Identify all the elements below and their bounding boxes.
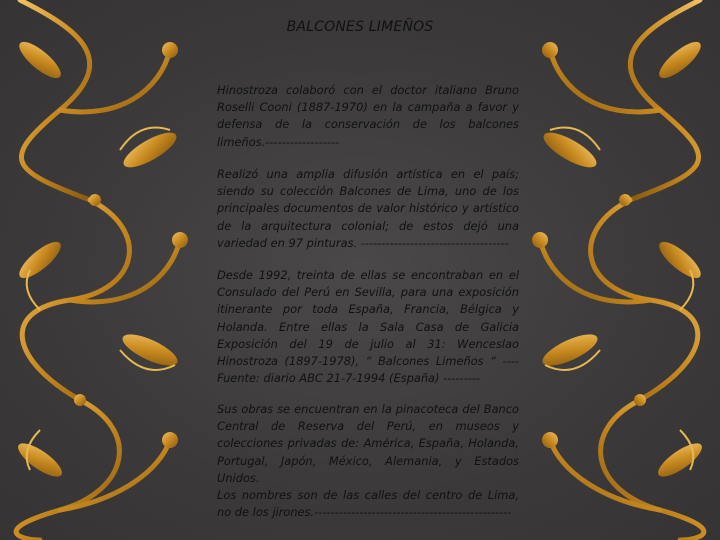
paragraph-conservation [217, 82, 519, 151]
paragraph-text: Sus obras se encuentran en la pinacoteca del Banco Central de Reserva del Perú, en museos y colecciones privadas de: América, España, Holanda, Portugal, Japón, México, Alemania, y Estados Unidos. [217, 402, 519, 485]
paragraph-exhibition [217, 267, 519, 387]
paragraph-collection [217, 166, 519, 252]
paragraph-text: Hinostroza colaboró con el doctor italiano Bruno Roselli Cooni (1887-1970) en la campaña a favor y defensa de la conservación de los balcones limeños.------------------ [217, 83, 519, 149]
slide-title: BALCONES LIMEÑOS [286, 19, 434, 35]
paragraph-collections-and-streets [217, 401, 519, 521]
left-ornament-border [0, 0, 200, 540]
right-ornament-border [520, 0, 720, 540]
paragraph-text: Realizó una amplia difusión artística en el país; siendo su colección Balcones de Lima, uno de los principales documentos de valor histórico y artístico de la arquitectura colonial; de estos dejó una variedad en 97 pinturas. ------------------------------------ [217, 167, 519, 250]
paragraph-text: Los nombres son de las calles del centro de Lima, no de los jirones.------------------------------------------------ [217, 488, 519, 520]
paragraph-text: Desde 1992, treinta de ellas se encontraban en el Consulado del Perú en Sevilla, para una exposición itinerante por toda España, Francia, Bélgica y Holanda. Entre ellas la Sala Casa de Galicia Exposición del 19 de julio al 31: Wenceslao Hinostroza (1897-1978), “ Balcones Limeños “ ---- Fuente: diario ABC 21-7-1994 (España) --------- [217, 268, 519, 386]
